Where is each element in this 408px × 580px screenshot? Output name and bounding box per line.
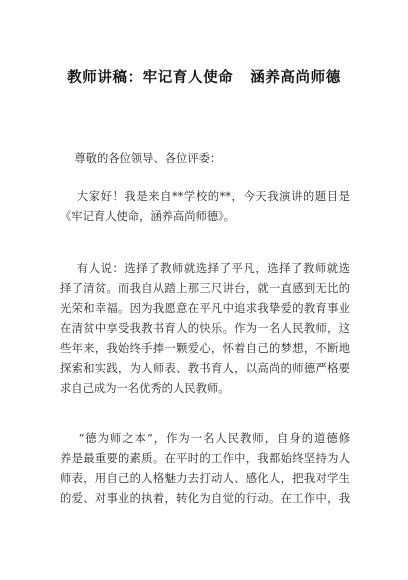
- text-line: 光荣和幸福。因为我愿意在平凡中追求我挚爱的教育事业: [60, 302, 350, 315]
- text-line: “德为师之本”，作为一名人民教师，自身的道德修: [60, 432, 350, 445]
- salutation: 尊敬的各位领导、各位评委：: [60, 152, 222, 165]
- text-line: 养是最重要的素质。在平时的工作中，我都始终坚持为人: [60, 452, 350, 465]
- text-line: 《牢记育人使命，涵养高尚师德》。: [60, 210, 236, 223]
- text-line: 求自己成为一名优秀的人民教师。: [60, 382, 230, 395]
- text-line: 师表，用自己的人格魅力去打动人、感化人，把我对学生: [60, 472, 350, 485]
- text-line: 的爱、对事业的执着，转化为自觉的行动。在工作中，我: [60, 492, 350, 505]
- text-line: 在清贫中享受我教书育人的快乐。作为一名人民教师，这: [60, 322, 350, 335]
- text-line: 有人说：选择了教师就选择了平凡，选择了教师就选: [60, 262, 350, 275]
- text-line: 些年来，我始终手捧一颗爱心，怀着自己的梦想，不断地: [60, 342, 350, 355]
- text-line: 探索和实践，为人师表、教书育人，以高尚的师德严格要: [60, 362, 350, 375]
- document-title: 教师讲稿：牢记育人使命 涵养高尚师德: [67, 70, 341, 86]
- text-line: 择了清贫。而我自从踏上那三尺讲台，就一直感到无比的: [60, 282, 350, 295]
- text-line: 大家好！我是来自**学校的**，今天我演讲的题目是: [60, 190, 350, 203]
